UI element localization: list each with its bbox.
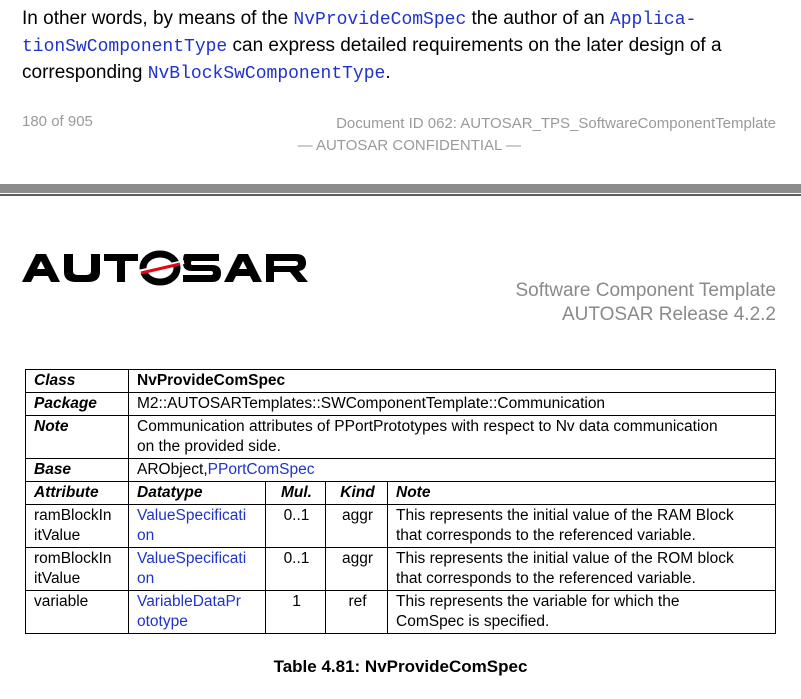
class-label: Class <box>26 370 129 393</box>
note-text: This represents the initial value of the ROM block <box>396 550 734 567</box>
table-row-class <box>26 370 776 393</box>
table-row <box>26 548 776 591</box>
code-applicationswcomponenttype-end: tionSwComponentType <box>22 37 228 57</box>
datatype-text: VariableDataPr <box>137 593 241 610</box>
code-nvprovidecomspec: NvProvideComSpec <box>293 10 467 30</box>
table-row-package <box>26 393 776 416</box>
datatype-link[interactable] <box>129 591 266 634</box>
page-separator <box>0 184 801 193</box>
document-title: Software Component Template <box>515 280 776 301</box>
datatype-text: ValueSpecificati <box>137 550 247 567</box>
base-pportcomspec-link[interactable]: PPortComSpec <box>207 461 315 478</box>
note-text: that corresponds to the referenced variable. <box>396 527 696 544</box>
release-version: AUTOSAR Release 4.2.2 <box>561 304 776 325</box>
kind-cell: aggr <box>326 505 388 548</box>
attribute-name: itValue <box>34 570 81 587</box>
table-row-note <box>26 416 776 459</box>
logo-text: AUTOSAR <box>20 250 25 251</box>
note-value <box>129 416 776 459</box>
datatype-text: ValueSpecificati <box>137 507 247 524</box>
attribute-name: romBlockIn <box>34 550 112 567</box>
attribute-cell <box>26 548 129 591</box>
note-cell <box>388 548 776 591</box>
attribute-cell <box>26 505 129 548</box>
confidential-notice: — AUTOSAR CONFIDENTIAL — <box>297 137 521 154</box>
table-caption: Table 4.81: NvProvideComSpec <box>273 657 528 676</box>
attribute-name: ramBlockIn <box>34 507 112 524</box>
body-paragraph <box>22 6 782 87</box>
table-row <box>26 591 776 634</box>
datatype-link[interactable] <box>129 505 266 548</box>
multiplicity-cell: 1 <box>266 591 326 634</box>
paragraph-text: . <box>385 62 391 83</box>
note-cell <box>388 591 776 634</box>
document-id-block <box>250 113 776 157</box>
paragraph-text: the author of an <box>466 8 610 29</box>
page-number: 180 of 905 <box>22 113 93 130</box>
class-value: NvProvideComSpec <box>129 370 776 393</box>
datatype-text: on <box>137 570 155 587</box>
package-label: Package <box>26 393 129 416</box>
note-text: ComSpec is specified. <box>396 613 550 630</box>
header-attribute: Attribute <box>26 482 129 505</box>
page-separator-line <box>0 194 801 196</box>
document-id: Document ID 062: AUTOSAR_TPS_SoftwareComponentTemplate <box>336 115 776 132</box>
autosar-logo <box>20 250 310 286</box>
datatype-link[interactable] <box>129 548 266 591</box>
table-row-base <box>26 459 776 482</box>
note-cell <box>388 505 776 548</box>
multiplicity-cell: 0..1 <box>266 548 326 591</box>
paragraph-text: can express detailed requirements on the later design of a corresponding <box>22 35 722 83</box>
note-text: This represents the variable for which the <box>396 593 680 610</box>
attribute-name: itValue <box>34 527 81 544</box>
paragraph-text: In other words, by means of the <box>22 8 294 29</box>
note-text: This represents the initial value of the RAM Block <box>396 507 734 524</box>
base-value <box>129 459 776 482</box>
note-text: that corresponds to the referenced variable. <box>396 570 696 587</box>
kind-cell: aggr <box>326 548 388 591</box>
note-line: on the provided side. <box>137 438 281 455</box>
class-spec-table <box>25 369 776 634</box>
attribute-name: variable <box>34 593 89 610</box>
datatype-text: on <box>137 527 155 544</box>
document-header <box>515 279 776 327</box>
header-datatype: Datatype <box>129 482 266 505</box>
multiplicity-cell: 0..1 <box>266 505 326 548</box>
attribute-cell <box>26 591 129 634</box>
note-label: Note <box>26 416 129 459</box>
table-header-row <box>26 482 776 505</box>
header-note: Note <box>388 482 776 505</box>
datatype-text: ototype <box>137 613 188 630</box>
code-nvblockswcomponenttype: NvBlockSwComponentType <box>147 64 386 84</box>
header-kind: Kind <box>326 482 388 505</box>
code-applicationswcomponenttype-start: Applica- <box>609 10 697 30</box>
package-value: M2::AUTOSARTemplates::SWComponentTemplate::Communication <box>129 393 776 416</box>
table-row <box>26 505 776 548</box>
base-arobject: ARObject, <box>137 461 208 478</box>
header-mul: Mul. <box>266 482 326 505</box>
kind-cell: ref <box>326 591 388 634</box>
base-label: Base <box>26 459 129 482</box>
note-line: Communication attributes of PPortPrototypes with respect to Nv data communication <box>137 418 718 435</box>
